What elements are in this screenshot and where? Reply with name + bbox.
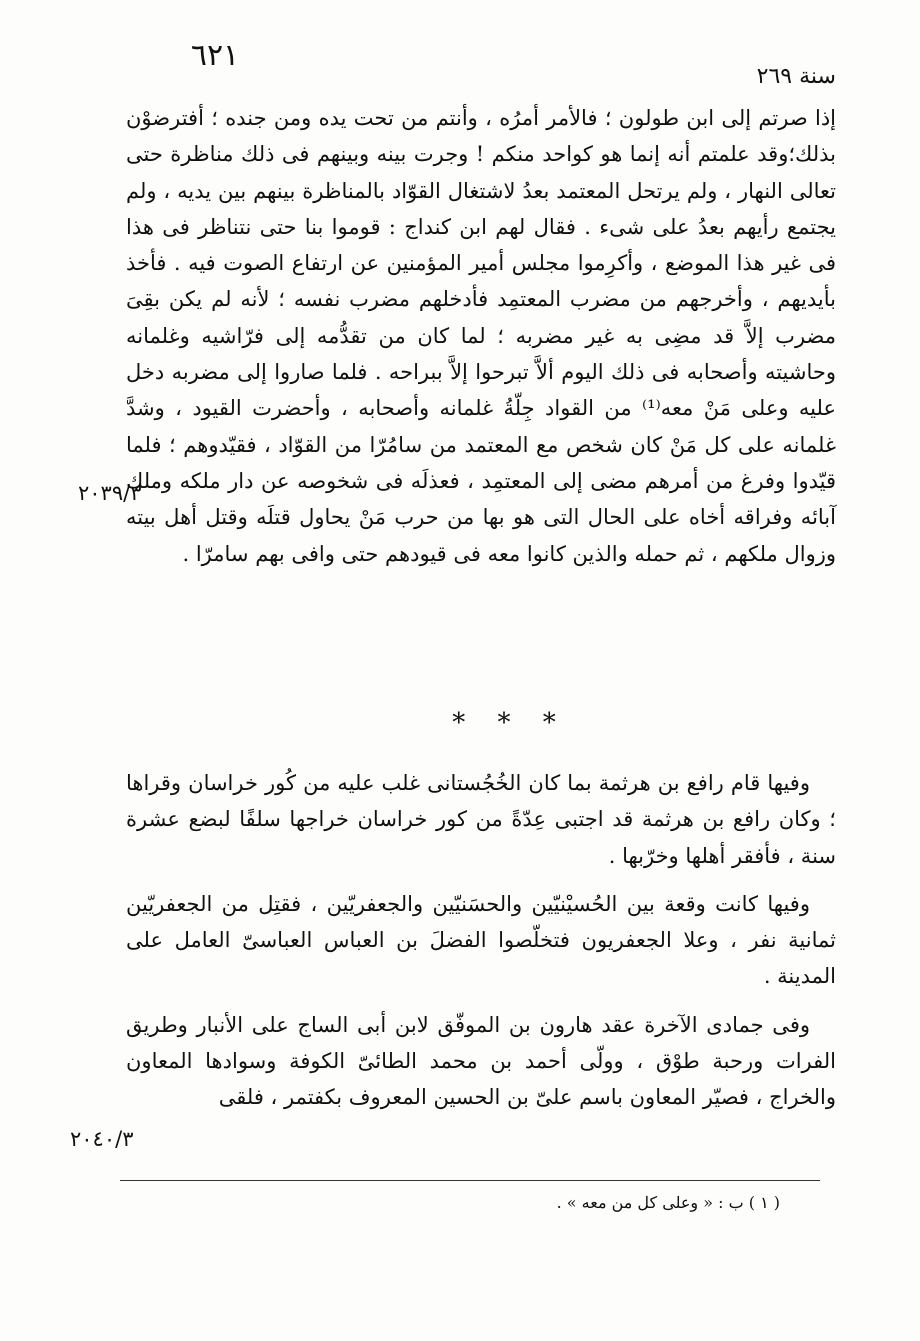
margin-reference-1: ٢٠٣٩/٣	[78, 481, 142, 505]
running-header-year: سنة ٢٦٩	[756, 64, 836, 89]
footnote-divider	[120, 1180, 820, 1181]
main-text-block	[126, 100, 836, 572]
footnote: ( ١ ) ب : « وعلى كل من معه » .	[556, 1193, 780, 1212]
paragraph-continued: إذا صرتم إلى ابن طولون ؛ فالأمر أمرُه ، وأنتم من تحت يده ومن جنده ؛ أفترضوْن بذلك؛وقد علمتم أنه إنما هو كواحد منكم ! وجرت بينه وبينهم فى ذلك مناظرة حتى تعالى النهار ، ولم يرتحل المعتمد بعدُ لاشتغال القوّاد بالمناظرة بينهم بين يديه ، ولم يجتمع رأيهم بعدُ على شىء . فقال لهم ابن كنداج : قوموا بنا حتى نتناظر فى هذا فى غير هذا الموضع ، وأكرِموا مجلس أمير المؤمنين عن ارتفاع الصوت فيه . فأخذ بأيديهم ، وأخرجهم من مضرب المعتمِد فأدخلهم مضرب نفسه ؛ لأنه لم يكن بقِىَ مضرب إلاَّ قد مضِى به غير مضربه ؛ لما كان من تقدُّمه إلى فرّاشيه وغلمانه وحاشيته وأصحابه فى ذلك اليوم ألاَّ تبرحوا إلاَّ ببراحه . فلما صاروا إلى مضربه دخل عليه وعلى مَنْ معه⁽¹⁾ من القواد جِلّةُ غلمانه وأصحابه ، وأحضرت القيود ، وشدَّ غلمانه على كل مَنْ كان شخص مع المعتمد من سامُرّا من القوّاد ، فقيّدوهم ؛ فلما قيّدوا وفرغ من أمرهم مضى إلى المعتمِد ، فعذلَه فى شخوصه عن دار ملكه وملك آبائه وفراقه أخاه على الحال التى هو بها من حرب مَنْ يحاول قتلَه وقتل أهل بيته وزوال ملكهم ، ثم حمله والذين كانوا معه فى قيودهم حتى وافى بهم سامرّا .	[126, 106, 836, 566]
margin-reference-2: ٢٠٤٠/٣	[70, 1127, 134, 1151]
paragraph-battle: وفيها كانت وقعة بين الحُسيْنيّين والحسَنيّين والجعفريّين ، فقتِل من الجعفريّين ثمانية نفر ، وعلا الجعفريون فتخلّصوا الفضلَ بن العباس العباسىّ العامل على المدينة .	[126, 891, 836, 989]
section-separator: * * *	[452, 708, 568, 738]
paragraph-jumada: وفى جمادى الآخرة عقد هارون بن الموفّق لابن أبى الساج على الأنبار وطريق الفرات ورحبة طوْق ، وولّى أحمد بن محمد الطائىّ الكوفة وسوادها المعاون والخراج ، فصيّر المعاون باسم علىّ بن الحسين المعروف بكفتمر ، فلقى	[126, 1012, 836, 1110]
second-text-block	[126, 765, 836, 1116]
paragraph-rafi: وفيها قام رافع بن هرثمة بما كان الخُجُستانى غلب عليه من كُور خراسان وقراها ؛ وكان رافع بن هرثمة قد اجتبى عِدّةً من كور خراسان خراجها سلفًا لبضع عشرة سنة ، فأفقر أهلها وخرّبها .	[126, 771, 836, 868]
page-number: ٦٢١	[190, 38, 240, 73]
